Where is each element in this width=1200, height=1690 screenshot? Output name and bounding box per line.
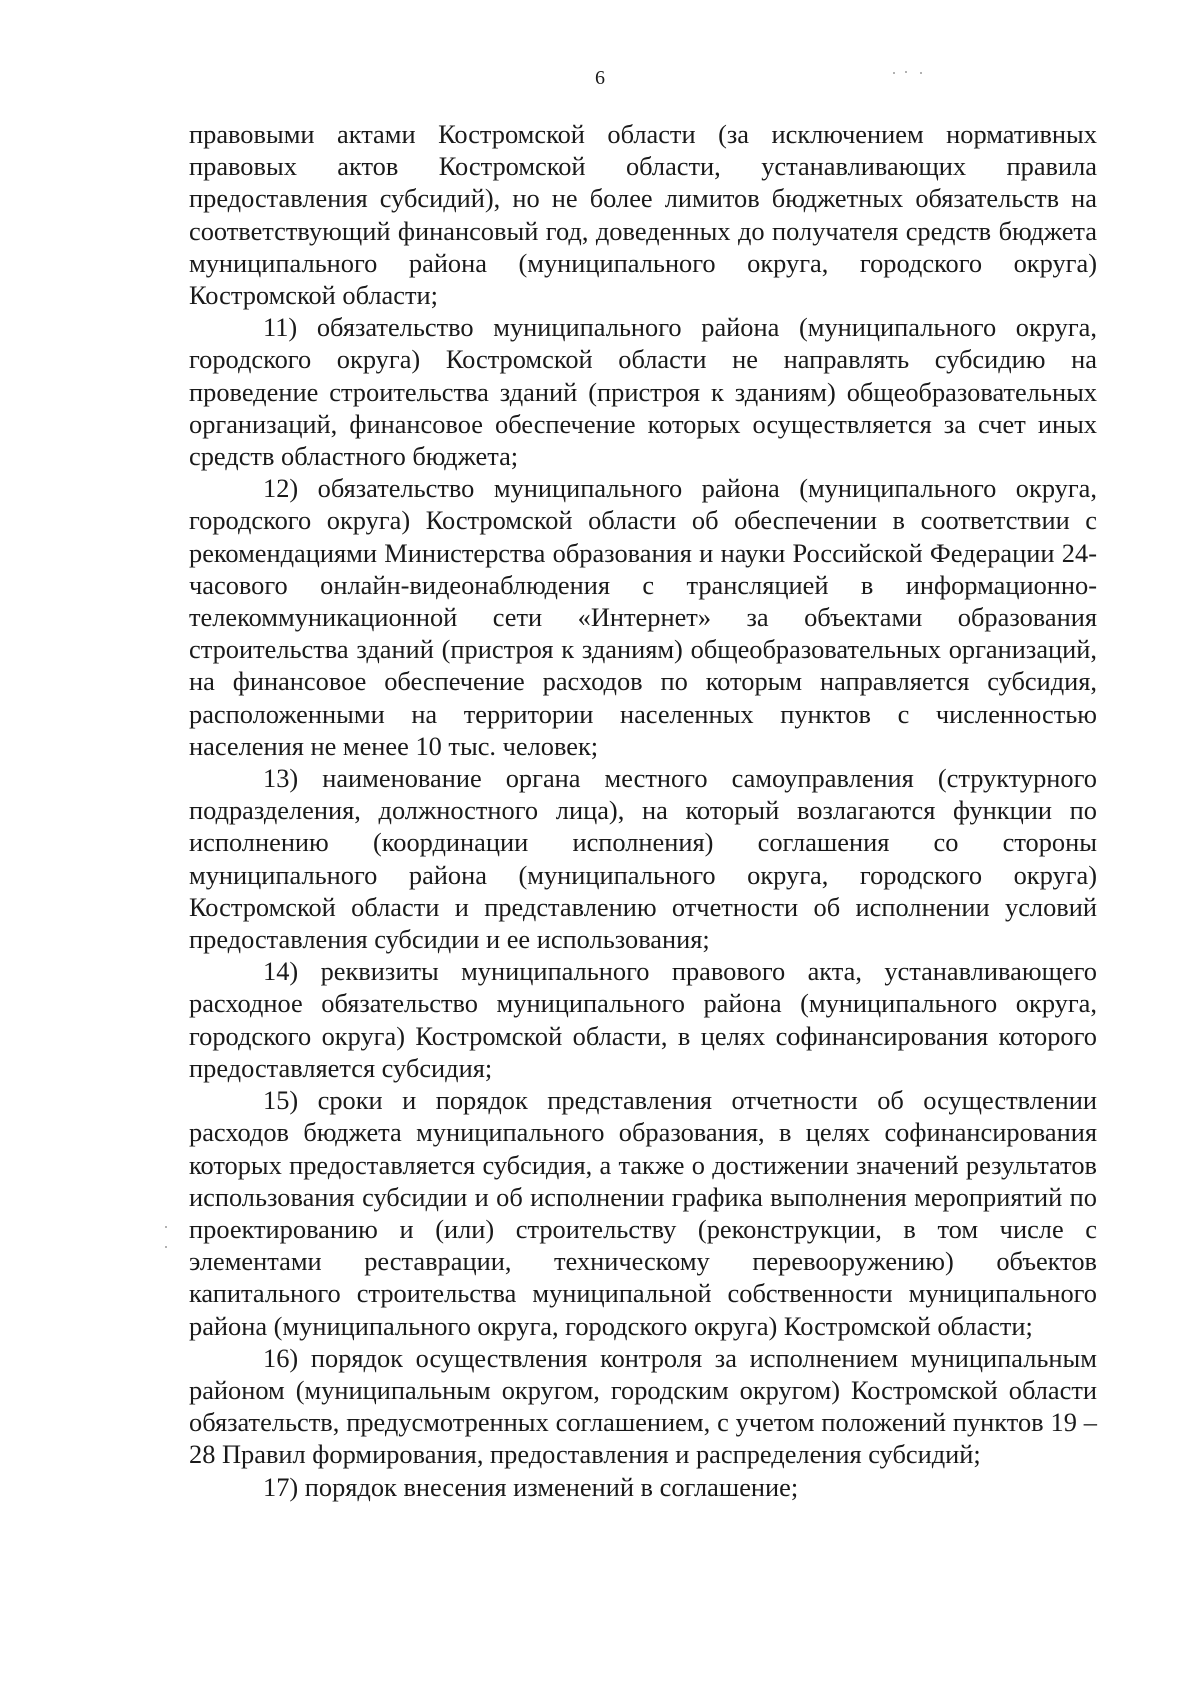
scan-speck	[893, 72, 895, 74]
scan-speck	[165, 1226, 167, 1228]
list-item-15: 15) сроки и порядок представления отчетности об осуществлении расходов бюджета муниципального образования, в целях софинансирования которых предоставляется субсидия, а также о достижении значений результатов использования субсидии и об исполнении графика выполнения мероприятий по проектированию и (или) строительству (реконструкции, в том числе с элементами реставрации, техническому перевооружению) объектов капитального строительства муниципальной собственности муниципального района (муниципального округа, городского округа) Костромской области;	[189, 1085, 1097, 1341]
list-item-11: 11) обязательство муниципального района (муниципального округа, городского округа) Костромской области не направлять субсидию на проведение строительства зданий (пристроя к зданиям) общеобразовательных организаций, финансовое обеспечение которых осуществляется за счет иных средств областного бюджета;	[189, 312, 1097, 472]
scan-speck	[165, 1246, 167, 1248]
scan-speck	[905, 71, 907, 73]
list-item-14: 14) реквизиты муниципального правового акта, устанавливающего расходное обязательство муниципального района (муниципального округа, городского округа) Костромской области, в целях софинансирования которого предоставляется субсидия;	[189, 956, 1097, 1083]
paragraph-continued: правовыми актами Костромской области (за исключением нормативных правовых актов Костромской области, устанавливающих правила предоставления субсидий), но не более лимитов бюджетных обязательств на соответствующий финансовый год, доведенных до получателя средств бюджета муниципального района (муниципального округа, городского округа) Костромской области;	[189, 119, 1097, 311]
list-item-16: 16) порядок осуществления контроля за исполнением муниципальным районом (муниципальным округом, городским округом) Костромской области обязательств, предусмотренных соглашением, с учетом положений пунктов 19 – 28 Правил формирования, предоставления и распределения субсидий;	[189, 1342, 1097, 1470]
list-item-13: 13) наименование органа местного самоуправления (структурного подразделения, должностного лица), на который возлагаются функции по исполнению (координации исполнения) соглашения со стороны муниципального района (муниципального округа, городского округа) Костромской области и представлению отчетности об исполнении условий предоставления субсидии и ее использования;	[189, 763, 1097, 955]
list-item-17: 17) порядок внесения изменений в соглашение;	[263, 1471, 799, 1502]
scan-speck	[920, 72, 922, 74]
document-body	[189, 118, 1097, 1503]
page-number: 6	[595, 67, 605, 89]
list-item-12: 12) обязательство муниципального района (муниципального округа, городского округа) Костромской области об обеспечении в соответствии с рекомендациями Министерства образования и науки Российской Федерации 24-часового онлайн-видеонаблюдения с трансляцией в информационно-телекоммуникационной сети «Интернет» за объектами образования строительства зданий (пристроя к зданиям) общеобразовательных организаций, на финансовое обеспечение расходов по которым направляется субсидия, расположенными на территории населенных пунктов с численностью населения не менее 10 тыс. человек;	[189, 473, 1097, 761]
